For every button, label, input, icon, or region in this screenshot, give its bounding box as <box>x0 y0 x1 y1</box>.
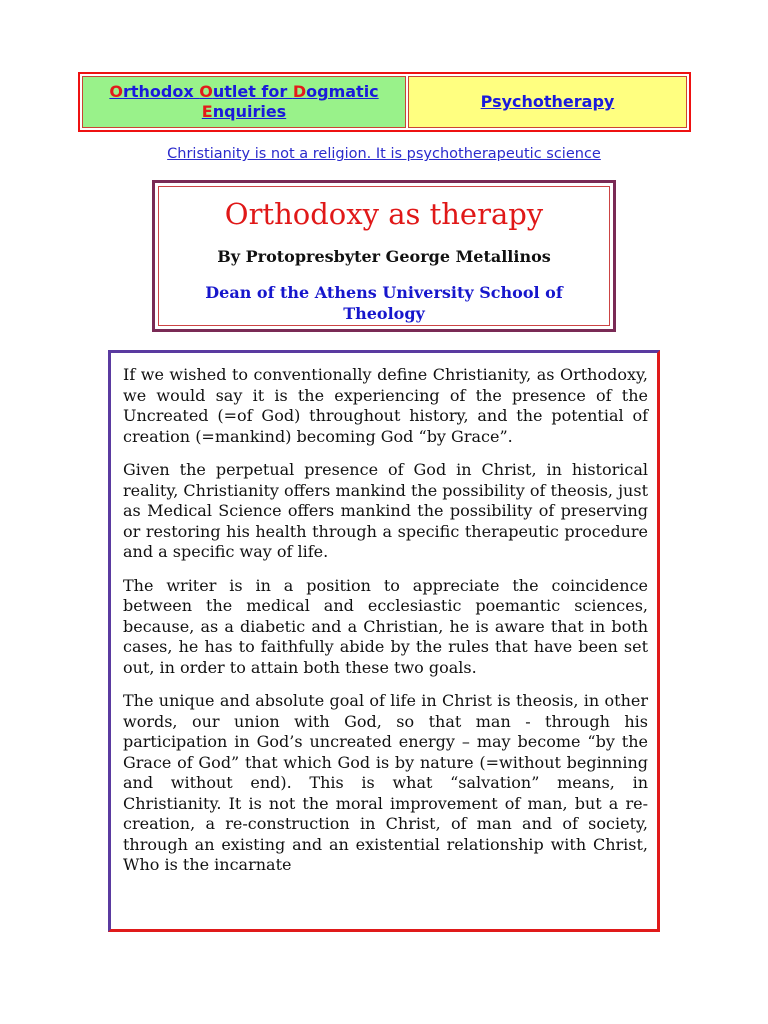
article-body-box <box>108 350 660 932</box>
article-body <box>123 365 648 889</box>
nav-table <box>78 72 691 132</box>
home-link-initial-d: D <box>292 82 307 101</box>
paragraph: The writer is in a position to appreciate the coincidence between the medical and ecclesiastic poemantic sciences, because, as a diabetic and a Christian, he is aware that in both cases, he has to faithfully abide by the rules that have been set out, in order to attain both these two goals. <box>123 575 648 677</box>
home-link-word: nquiries <box>212 102 287 121</box>
home-link-initial-e: E <box>201 102 213 121</box>
paragraph: If we wished to conventionally define Christianity, as Orthodoxy, we would say it is the experiencing of the presence of the Uncreated (=of God) throughout history, and the potential of creation (=mankind) becoming God “by Grace”. <box>123 365 648 446</box>
author-byline: By Protopresbyter George Metallinos <box>217 247 551 266</box>
home-link-word: ogmatic <box>306 82 379 101</box>
psychotherapy-link[interactable]: Psychotherapy <box>480 92 615 111</box>
home-link-initial-o2: O <box>199 82 213 101</box>
title-box <box>152 180 616 332</box>
home-link[interactable] <box>109 82 378 122</box>
title-inner <box>158 186 610 326</box>
home-link-word: utlet for <box>212 82 293 101</box>
paragraph: The unique and absolute goal of life in Christ is theosis, in other words, our union with God, so that man - through his participation in God’s uncreated energy – may become “by the Grace of God” that which God is by nature (=without beginning and without end). This is what “salvation” means, in Christianity. It is not the moral improvement of man, but a re-creation, a re-construction in Christ, of man and of society, through an existing and an existential relationship with Christ, Who is the incarnate <box>123 691 648 874</box>
paragraph: Given the perpetual presence of God in Christ, in historical reality, Christianity offers mankind the possibility of theosis, just as Medical Science offers mankind the possibility of preserving or restoring his health through a specific therapeutic procedure and a specific way of life. <box>123 460 648 561</box>
author-affiliation: Dean of the Athens University School of Theology <box>205 283 563 323</box>
tagline-link[interactable]: Christianity is not a religion. It is psychotherapeutic science <box>167 146 601 162</box>
home-link-initial-o: O <box>109 82 123 101</box>
page-title: Orthodoxy as therapy <box>224 197 544 231</box>
nav-cell-home <box>82 76 406 128</box>
nav-cell-psychotherapy <box>408 76 687 128</box>
home-link-word: rthodox <box>122 82 200 101</box>
